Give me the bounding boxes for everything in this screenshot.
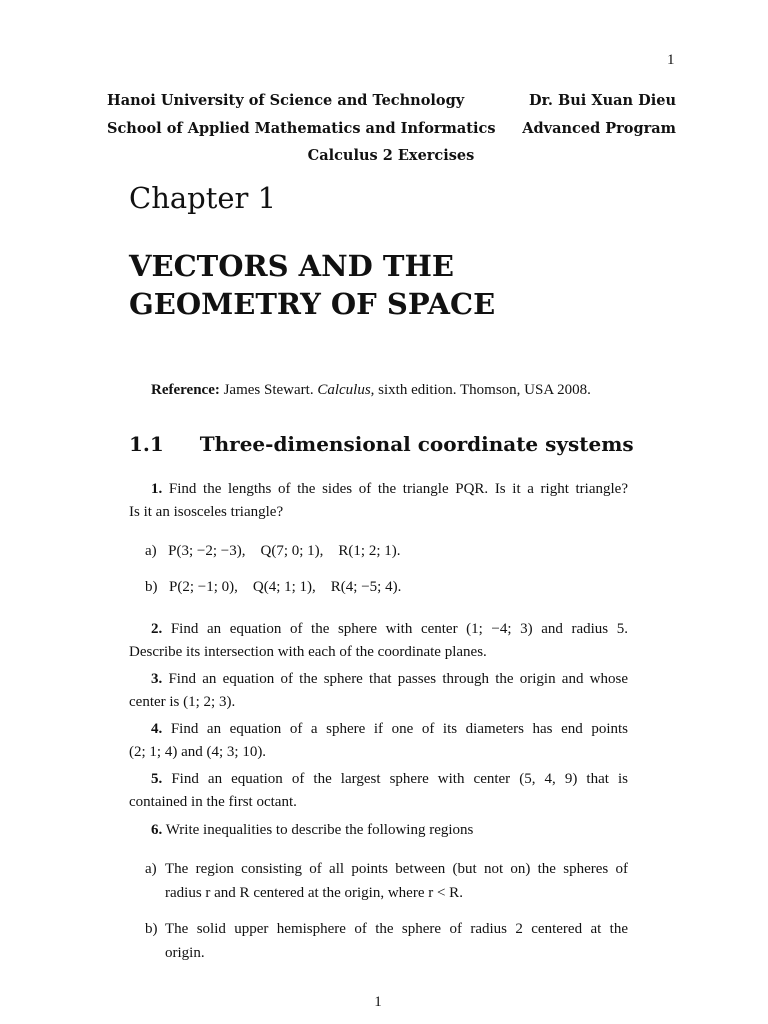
section-title: Three-dimensional coordinate systems (199, 432, 634, 456)
exercise-4-number: 4. (151, 721, 163, 737)
exercise-3 (129, 668, 628, 714)
chapter-title-line2: GEOMETRY OF SPACE (129, 287, 496, 321)
exercise-1b (145, 579, 401, 596)
exercise-6b-line1: The solid upper hemisphere of the sphere of radius 2 centered at the (165, 921, 628, 937)
exercise-1-number: 1. (151, 481, 163, 497)
exercise-5-line1: Find an equation of the largest sphere with center (5, 4, 9) that is (171, 771, 628, 787)
exercise-1a-text: P(3; −2; −3), Q(7; 0; 1), R(1; 2; 1). (168, 543, 401, 559)
exercise-1 (129, 478, 628, 524)
chapter-label: Chapter 1 (129, 181, 277, 215)
exercise-1b-text: P(2; −1; 0), Q(4; 1; 1), R(4; −5; 4). (169, 579, 402, 595)
exercise-6a (145, 858, 628, 905)
section-number: 1.1 (129, 432, 164, 456)
header-university: Hanoi University of Science and Technology (107, 92, 465, 109)
exercise-6-line1: Write inequalities to describe the following regions (165, 822, 474, 838)
exercise-3-number: 3. (151, 671, 163, 687)
exercise-3-line2: center is (1; 2; 3). (129, 694, 236, 710)
header-course: Calculus 2 Exercises (307, 147, 475, 164)
exercise-4-line2: (2; 1; 4) and (4; 3; 10). (129, 744, 267, 760)
exercise-1a-label: a) (145, 543, 157, 559)
exercise-2 (129, 618, 628, 664)
reference-book: Calculus (317, 382, 371, 398)
page-number-bottom: 1 (374, 994, 382, 1010)
exercise-4 (129, 718, 628, 764)
exercise-3-line1: Find an equation of the sphere that passes through the origin and whose (168, 671, 628, 687)
exercise-2-line1: Find an equation of the sphere with center (1; −4; 3) and radius 5. (170, 621, 628, 637)
exercise-6-number: 6. (151, 822, 163, 838)
exercise-6b-label: b) (145, 921, 158, 937)
exercise-6b-line2: origin. (165, 945, 205, 961)
exercise-2-number: 2. (151, 621, 163, 637)
exercise-6a-line2: radius r and R centered at the origin, where r < R. (165, 885, 463, 901)
exercise-5-number: 5. (151, 771, 163, 787)
exercise-6 (129, 819, 628, 842)
exercise-1b-label: b) (145, 579, 158, 595)
header-author: Dr. Bui Xuan Dieu (529, 92, 676, 109)
exercise-1-line1: Find the lengths of the sides of the triangle PQR. Is it a right triangle? (168, 481, 628, 497)
reference-label: Reference: (151, 382, 220, 398)
exercise-4-line1: Find an equation of a sphere if one of its diameters has end points (170, 721, 628, 737)
chapter-title-line1: VECTORS AND THE (129, 249, 455, 283)
exercise-6b (145, 918, 628, 965)
page-number-top: 1 (667, 52, 675, 68)
section-heading (129, 432, 634, 456)
exercise-1-line2: Is it an isosceles triangle? (129, 504, 284, 520)
exercise-6a-line1: The region consisting of all points between (but not on) the spheres of (165, 861, 628, 877)
exercise-5 (129, 768, 628, 814)
header-school: School of Applied Mathematics and Informatics (107, 120, 496, 137)
exercise-2-line2: Describe its intersection with each of the coordinate planes. (129, 644, 487, 660)
header-program: Advanced Program (522, 120, 676, 137)
exercise-6a-label: a) (145, 861, 157, 877)
reference-author: James Stewart. (223, 382, 314, 398)
reference (151, 382, 591, 399)
reference-rest: , sixth edition. Thomson, USA 2008. (370, 382, 591, 398)
exercise-5-line2: contained in the first octant. (129, 794, 297, 810)
exercise-1a (145, 543, 400, 560)
